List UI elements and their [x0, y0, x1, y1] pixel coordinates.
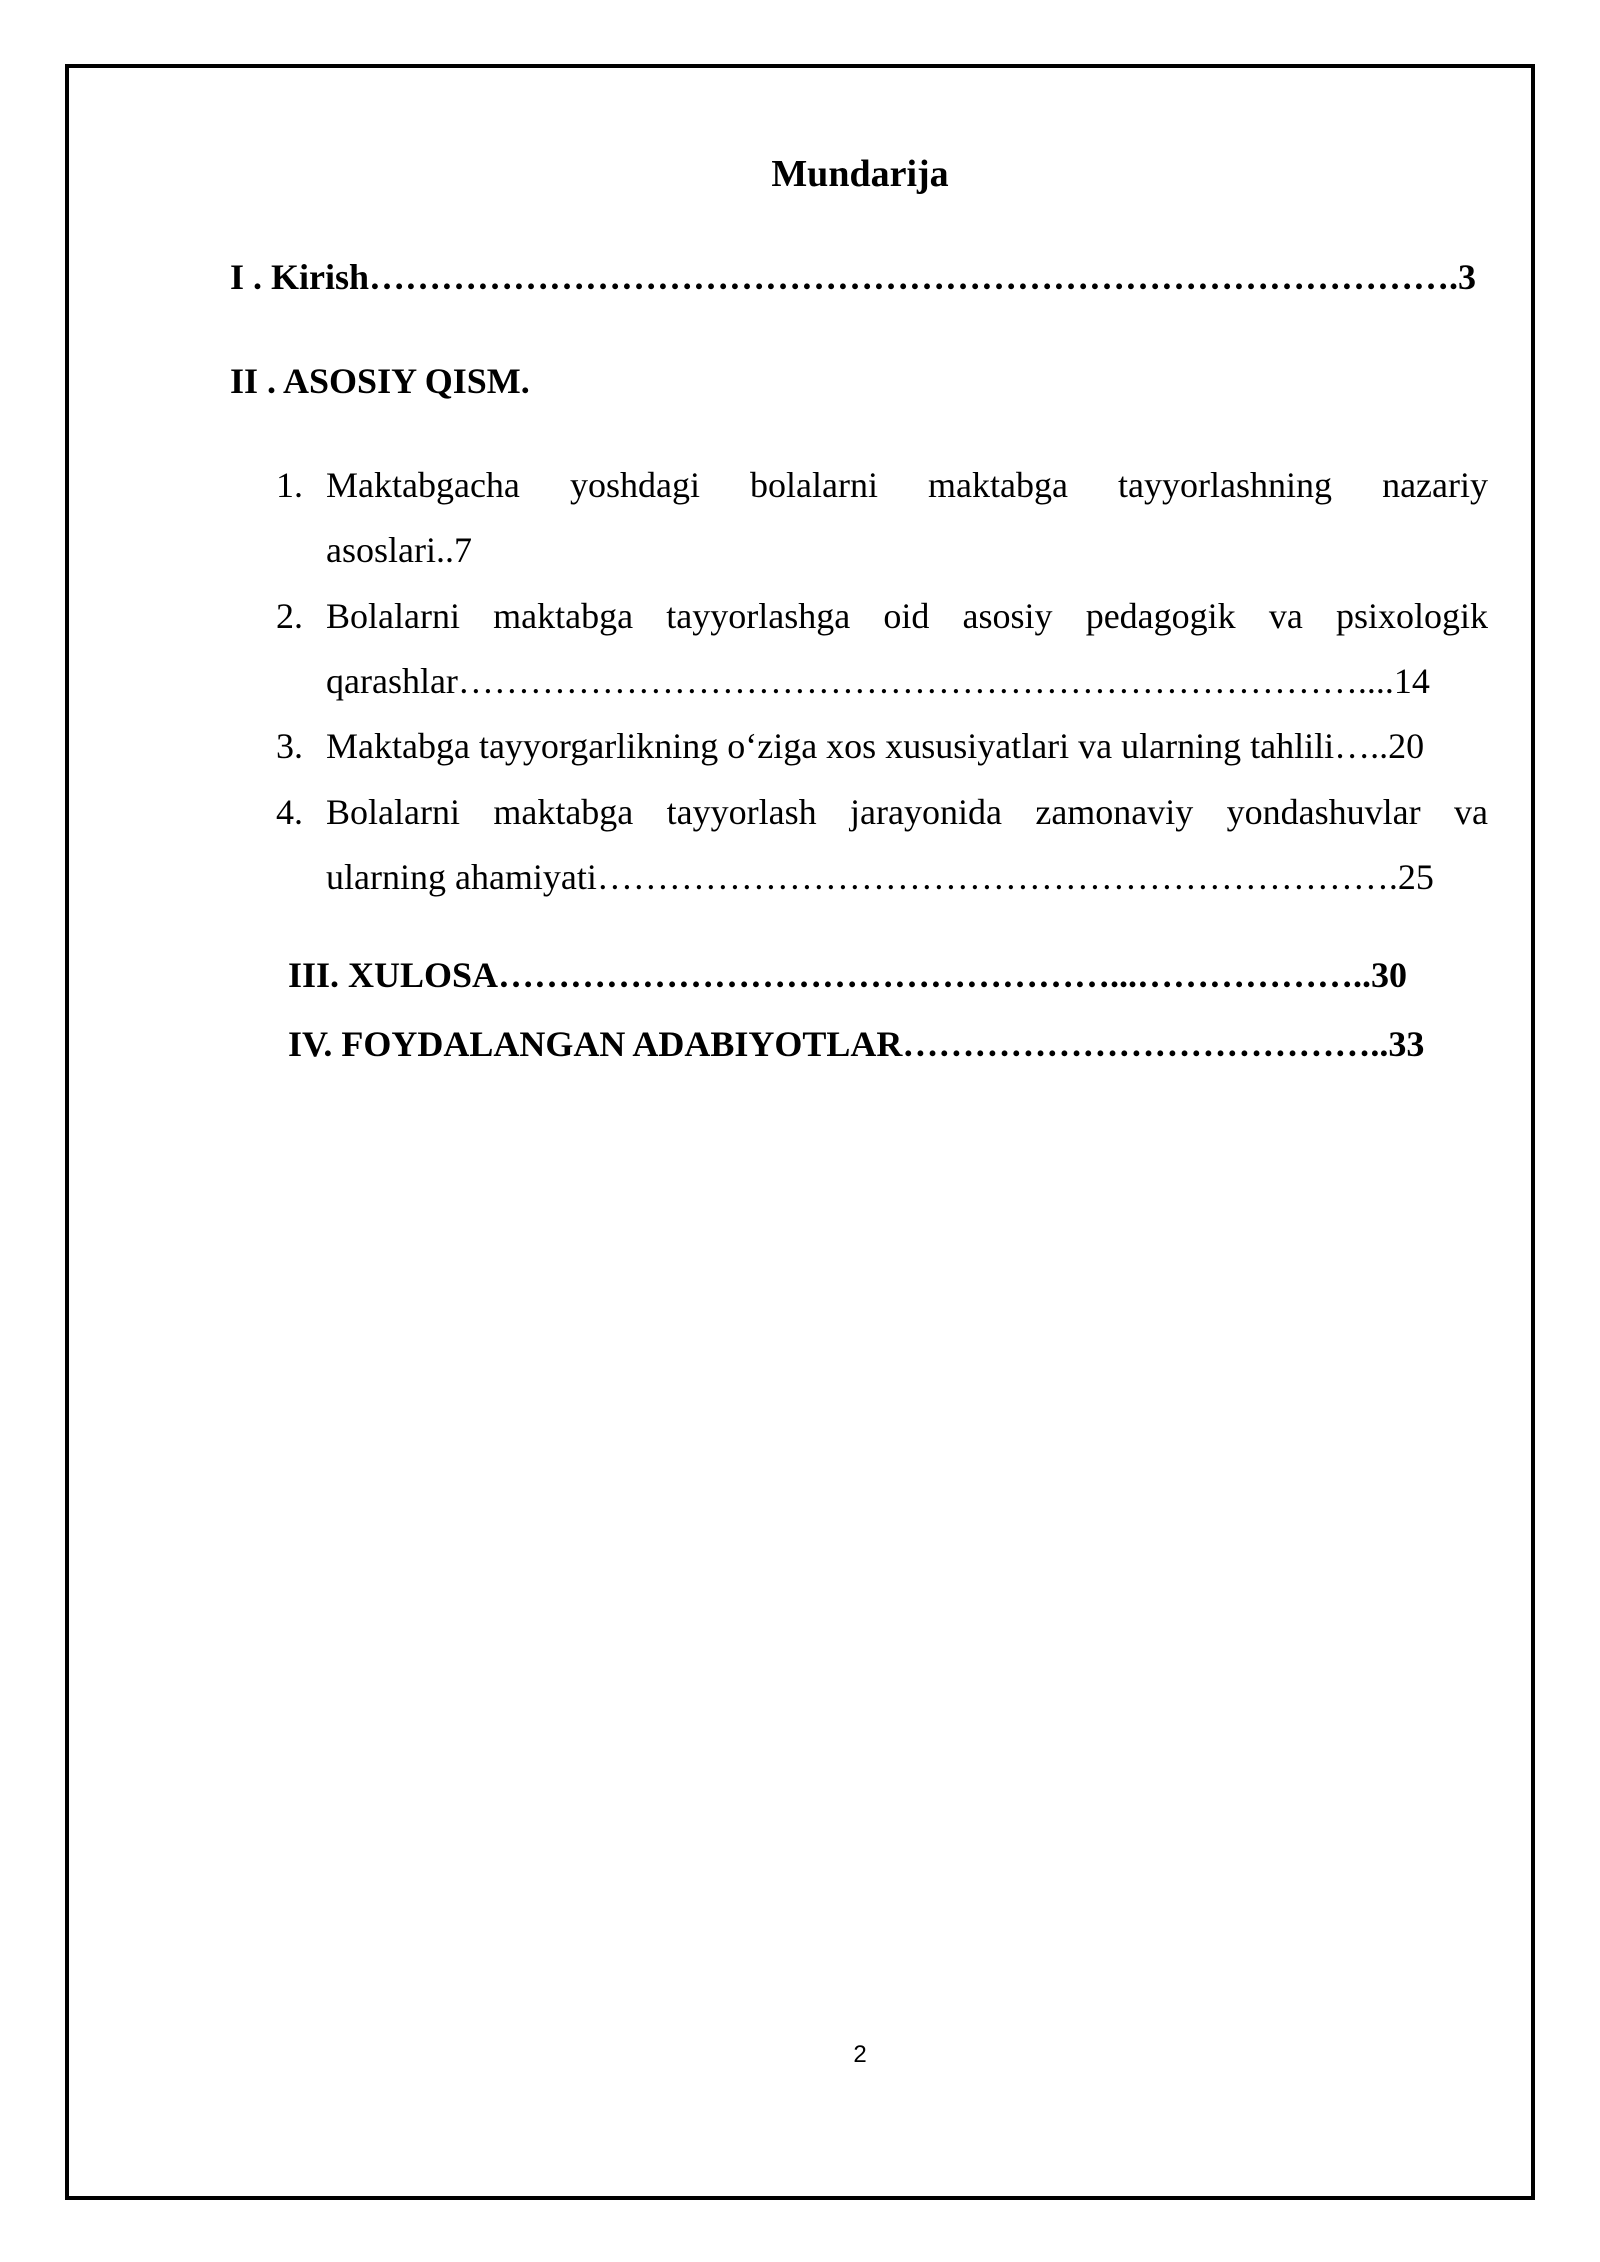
toc-subitem-line: Bolalarni maktabga tayyorlashga oid asosiy pedagogik va psixologik: [326, 596, 1488, 636]
toc-subitem-line: ularning ahamiyati………………………………………………………….25: [326, 857, 1434, 897]
toc-subitem-number: 3.: [276, 726, 303, 766]
toc-entry-kirish: I . Kirish……………………………………………………………………………….3: [230, 257, 1477, 297]
toc-subitem-text: [326, 780, 1488, 910]
page-title: Mundarija: [771, 153, 949, 195]
toc-entry-xulosa: III. XULOSA……………………………………………...………………..30: [288, 955, 1408, 995]
toc-subitem-line: Maktabga tayyorgarlikning o‘ziga xos xususiyatlari va ularning tahlili…..20: [326, 726, 1425, 766]
toc-subitem-text: [326, 453, 1488, 583]
toc-subitem-number: 2.: [276, 596, 303, 636]
toc-subitem-line: asoslari..7: [326, 530, 472, 570]
toc-subitem-number: 4.: [276, 792, 303, 832]
toc-entry-references: IV. FOYDALANGAN ADABIYOTLAR…………………………………..33: [288, 1024, 1425, 1064]
toc-subitem-number: 1.: [276, 465, 303, 505]
toc-section-asosiy-qism: II . ASOSIY QISM.: [230, 361, 530, 401]
toc-subitem-line: Maktabgacha yoshdagi bolalarni maktabga tayyorlashning nazariy: [326, 465, 1488, 505]
toc-subitem-text: [326, 584, 1488, 714]
page-number: 2: [853, 2041, 867, 2068]
toc-subitem-line: Bolalarni maktabga tayyorlash jarayonida zamonaviy yondashuvlar va: [326, 792, 1488, 832]
toc-subitem-line: qarashlar…………………………………………………………………....14: [326, 661, 1430, 701]
toc-subitem-text: [326, 714, 1488, 779]
